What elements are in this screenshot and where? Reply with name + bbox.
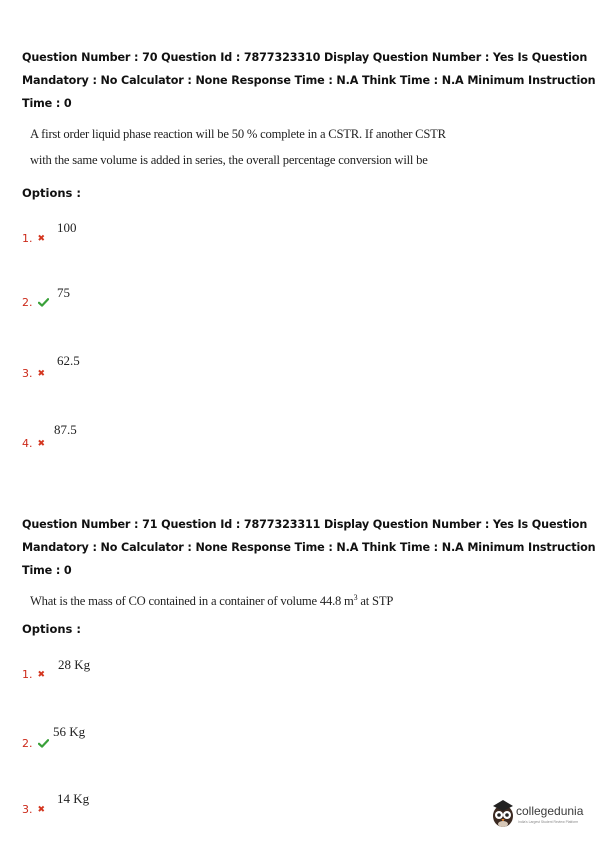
cross-icon: ✖: [37, 804, 46, 815]
option-number: 1.: [22, 232, 33, 245]
q71-meta-line-1: Question Number : 71 Question Id : 7877323311 Display Question Number : Yes Is Question: [22, 518, 588, 531]
cross-icon: ✖: [37, 233, 46, 244]
q70-option-1: [22, 232, 45, 245]
option-number: 4.: [22, 437, 33, 450]
cross-icon: ✖: [37, 669, 46, 680]
q71-question-superscript: 3: [353, 593, 358, 602]
logo-wordmark: collegedunia: [516, 804, 584, 818]
q70-options-label: Options :: [22, 186, 81, 200]
option-number: 2.: [22, 737, 33, 750]
option-number: 3.: [22, 803, 33, 816]
q71-meta-line-3: Time : 0: [22, 564, 72, 577]
q70-option-1-value: 100: [57, 220, 77, 235]
q70-meta-line-2: Mandatory : No Calculator : None Response Time : N.A Think Time : N.A Minimum Instruction: [22, 74, 595, 87]
collegedunia-logo: [490, 796, 590, 832]
q70-meta-line-1: Question Number : 70 Question Id : 7877323310 Display Question Number : Yes Is Question: [22, 51, 588, 64]
cross-icon: ✖: [37, 438, 46, 449]
q71-meta-line-2: Mandatory : No Calculator : None Response Time : N.A Think Time : N.A Minimum Instruction: [22, 541, 595, 554]
owl-mascot-icon: [490, 796, 516, 830]
q70-option-3: [22, 367, 45, 380]
q70-option-2-value: 75: [57, 285, 70, 300]
option-number: 2.: [22, 296, 33, 309]
q71-question-text: What is the mass of CO contained in a container of volume 44.8 m: [30, 594, 354, 609]
q70-option-2: [22, 296, 49, 309]
q70-question-line-1: A first order liquid phase reaction will be 50 % complete in a CSTR. If another CSTR: [30, 127, 446, 141]
q70-meta-line-3: Time : 0: [22, 97, 72, 110]
cross-icon: ✖: [37, 368, 46, 379]
check-icon: [38, 298, 49, 307]
q71-option-3: [22, 803, 45, 816]
q71-question: [30, 585, 393, 614]
logo-tagline: India's Largest Student Review Platform: [518, 820, 579, 824]
option-number: 1.: [22, 668, 33, 681]
q71-option-1-value: 28 Kg: [58, 657, 91, 672]
q71-option-3-value: 14 Kg: [57, 791, 90, 806]
q70-option-4-value: 87.5: [54, 422, 77, 437]
q71-option-1: [22, 668, 45, 681]
q70-option-4: [22, 437, 45, 450]
q71-options-label: Options :: [22, 622, 81, 636]
q70-option-3-value: 62.5: [57, 353, 80, 368]
q71-option-2-value: 56 Kg: [53, 724, 86, 739]
check-icon: [38, 739, 49, 748]
q70-question-line-2: with the same volume is added in series, the overall percentage conversion will be: [30, 153, 428, 167]
option-number: 3.: [22, 367, 33, 380]
q71-question-suffix: at STP: [357, 594, 394, 609]
q71-option-2: [22, 737, 49, 750]
